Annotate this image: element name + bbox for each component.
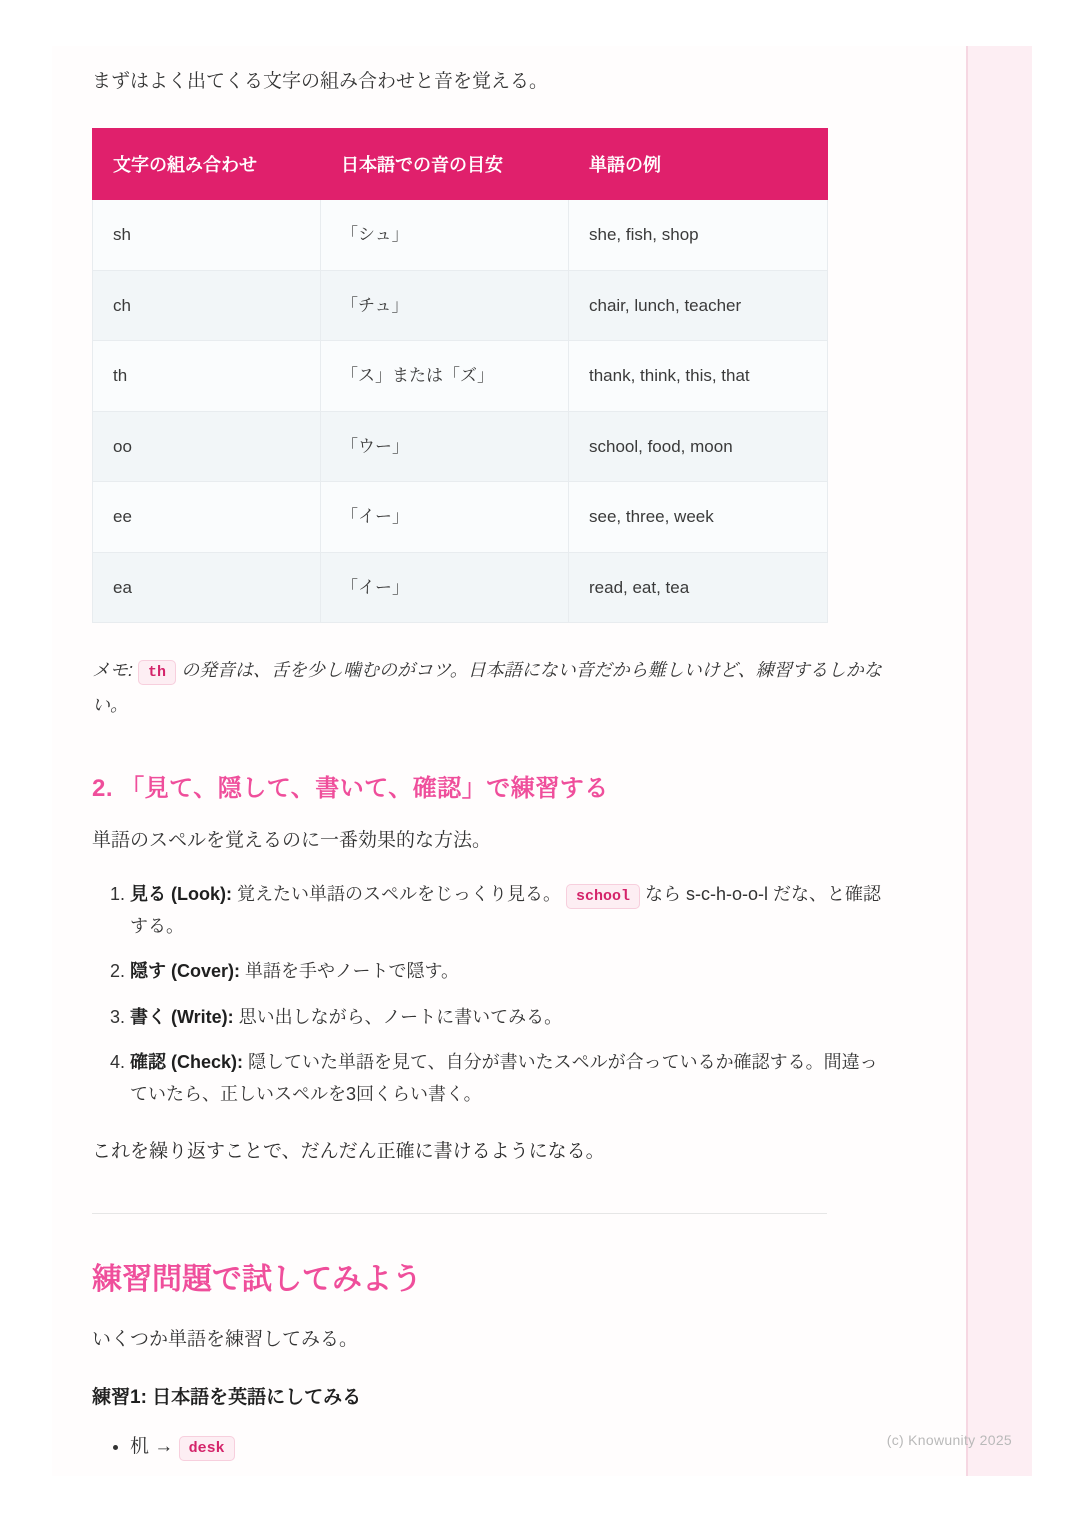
document-content: [92, 46, 882, 1465]
practice-lead: いくつか単語を練習してみる。: [92, 1328, 359, 1350]
memo-paragraph: [92, 653, 882, 722]
table-cell-combination: oo: [93, 411, 321, 482]
memo-prefix: メモ:: [92, 660, 134, 681]
table-cell-examples: chair, lunch, teacher: [569, 270, 828, 341]
step-chip-school: school: [566, 884, 640, 909]
table-cell-combination: th: [93, 341, 321, 412]
table-row: [93, 341, 828, 412]
table-row: [93, 482, 828, 553]
memo-text: の発音は、舌を少し噛むのがコツ。日本語にない音だから難しいけど、練習するしかない。: [92, 660, 882, 715]
list-item: [130, 1002, 882, 1034]
table-cell-examples: see, three, week: [569, 482, 828, 553]
table-cell-sound: 「ウー」: [321, 411, 569, 482]
step-label: 確認 (Check):: [130, 1052, 244, 1073]
list-item: [130, 956, 882, 988]
table-cell-sound: 「シュ」: [321, 200, 569, 271]
practice-item-jp: 机 →: [130, 1435, 174, 1457]
table-cell-combination: ea: [93, 552, 321, 623]
list-item: [130, 879, 882, 942]
practice-subheading: 練習1: 日本語を英語にしてみる: [92, 1386, 362, 1408]
section-divider: [92, 1213, 827, 1214]
table-body: [93, 200, 828, 623]
table-cell-sound: 「イー」: [321, 552, 569, 623]
table-cell-examples: she, fish, shop: [569, 200, 828, 271]
step-text-before: 思い出しながら、ノートに書いてみる。: [238, 1006, 563, 1027]
intro-paragraph: まずはよく出てくる文字の組み合わせと音を覚える。: [92, 71, 549, 92]
phonics-table: [92, 128, 828, 623]
section-2-lead: 単語のスペルを覚えるのに一番効果的な方法。: [92, 829, 492, 851]
table-row: [93, 552, 828, 623]
step-text-before: 単語を手やノートで隠す。: [245, 961, 460, 982]
step-label: 書く (Write):: [130, 1006, 234, 1027]
step-text-after: なら s-c-h-o-o-l だな、と確認する。: [130, 884, 882, 936]
table-row: [93, 270, 828, 341]
table-cell-sound: 「ス」または「ズ」: [321, 341, 569, 412]
steps-list: [92, 879, 882, 1110]
section-2-closing: これを繰り返すことで、だんだん正確に書けるようになる。: [92, 1141, 605, 1163]
step-label: 見る (Look):: [130, 884, 232, 905]
table-cell-sound: 「イー」: [321, 482, 569, 553]
step-text-before: 隠していた単語を見て、自分が書いたスペルが合っているか確認する。間違っていたら、正しいスペルを3回くらい書く。: [130, 1052, 878, 1104]
table-header-row: [93, 129, 828, 200]
memo-chip-th: th: [138, 660, 176, 685]
practice-chip-desk: desk: [179, 1436, 235, 1461]
table-header-cell: 日本語での音の目安: [321, 129, 569, 200]
table-cell-examples: thank, think, this, that: [569, 341, 828, 412]
table-cell-combination: sh: [93, 200, 321, 271]
step-text-before: 覚えたい単語のスペルをじっくり見る。: [237, 884, 561, 905]
table-header-cell: 単語の例: [569, 129, 828, 200]
document-page: [52, 46, 1032, 1476]
list-item: [130, 1429, 882, 1465]
table-header: [93, 129, 828, 200]
table-header-cell: 文字の組み合わせ: [93, 129, 321, 200]
table-row: [93, 411, 828, 482]
section-2-heading: 2. 「見て、隠して、書いて、確認」で練習する: [92, 774, 609, 802]
table-cell-sound: 「チュ」: [321, 270, 569, 341]
watermark: (c) Knowunity 2025: [886, 1432, 1012, 1448]
table-cell-combination: ch: [93, 270, 321, 341]
table-cell-examples: read, eat, tea: [569, 552, 828, 623]
table-row: [93, 200, 828, 271]
practice-heading: 練習問題で試してみよう: [92, 1262, 422, 1296]
list-item: [130, 1047, 882, 1110]
table-cell-combination: ee: [93, 482, 321, 553]
page-side-rail: [966, 46, 1032, 1476]
table-cell-examples: school, food, moon: [569, 411, 828, 482]
practice-items: [92, 1429, 882, 1465]
step-label: 隠す (Cover):: [130, 961, 241, 982]
